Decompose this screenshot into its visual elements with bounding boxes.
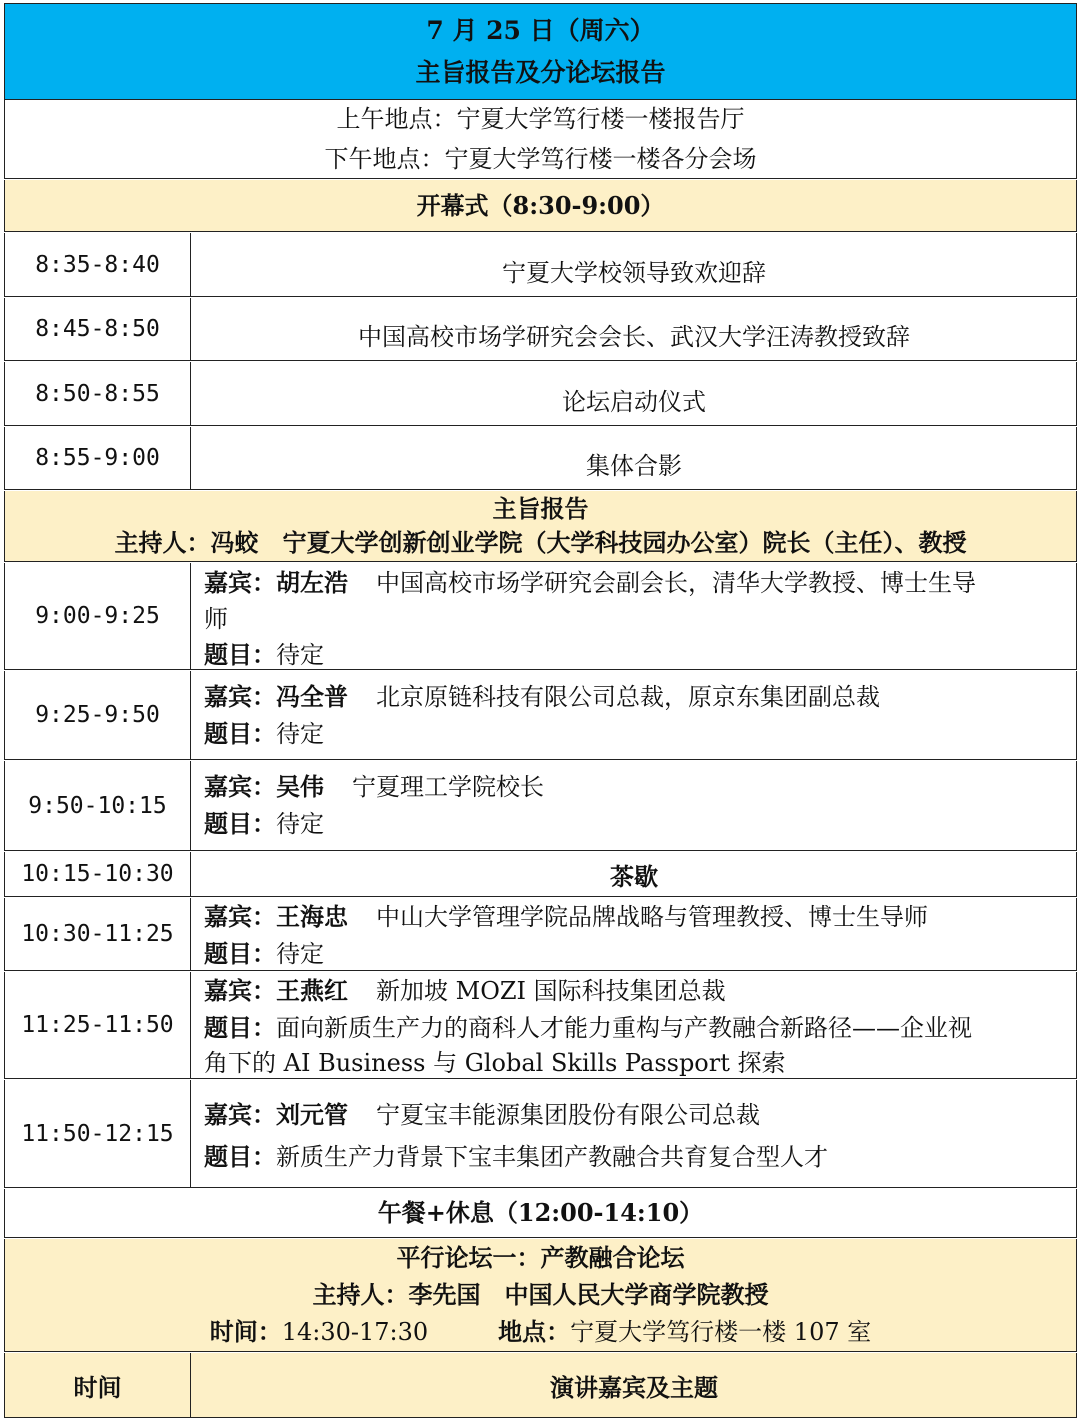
- time-cell: 9:25-9:50: [5, 671, 191, 759]
- content-cell: 宁夏大学校领导致欢迎辞: [502, 259, 766, 287]
- schedule-row: [4, 427, 1077, 490]
- guest-desc: 中国高校市场学研究会副会长，清华大学教授、博士生导: [376, 569, 976, 597]
- guest-label: 嘉宾：: [204, 976, 276, 1005]
- keynote-session: [4, 563, 1077, 670]
- guest-desc: 宁夏宝丰能源集团股份有限公司总裁: [376, 1101, 760, 1129]
- guest-name: 王燕红: [276, 976, 348, 1005]
- topic: 新质生产力背景下宝丰集团产教融合共育复合型人才: [276, 1143, 828, 1171]
- guest-desc-cont: 师: [204, 604, 228, 633]
- keynote-title: 主旨报告: [492, 494, 589, 523]
- break-row: [4, 852, 1077, 897]
- time-cell: 8:50-8:55: [5, 362, 191, 425]
- break-label: 茶歇: [610, 861, 658, 891]
- session-content: [192, 761, 1076, 850]
- guest-desc: 宁夏理工学院校长: [352, 773, 544, 801]
- time-cell: 11:25-11:50: [5, 972, 191, 1078]
- schedule-row: [4, 362, 1077, 426]
- forum-time: 14:30-17:30: [281, 1318, 429, 1346]
- lunch-row: [4, 1189, 1077, 1238]
- schedule-row: [4, 298, 1077, 361]
- time-cell: 8:55-9:00: [5, 427, 191, 489]
- guest-name: 胡左浩: [276, 568, 348, 597]
- content-cell: 集体合影: [586, 452, 682, 480]
- day-header: [4, 3, 1077, 100]
- guest-desc: 新加坡 MOZI 国际科技集团总裁: [376, 977, 726, 1005]
- day-subtitle: 主旨报告及分论坛报告: [415, 57, 666, 87]
- time-cell: 8:45-8:50: [5, 298, 191, 360]
- keynote-session: [4, 972, 1077, 1079]
- lunch-label: 午餐+休息（12:00-14:10）: [377, 1198, 704, 1227]
- topic-label: 题目：: [204, 808, 276, 838]
- forum-title: 平行论坛一：产教融合论坛: [396, 1243, 685, 1272]
- session-content: [192, 671, 1076, 759]
- keynote-header: [4, 491, 1077, 562]
- opening-title: 开幕式（8:30-9:00）: [416, 190, 665, 220]
- topic: 面向新质生产力的商科人才能力重构与产教融合新路径——企业视: [276, 1013, 972, 1042]
- topic: 待定: [276, 939, 324, 968]
- session-content: [192, 563, 1076, 669]
- time-cell: 10:15-10:30: [5, 852, 191, 896]
- session-content: [192, 898, 1076, 970]
- keynote-session: [4, 898, 1077, 971]
- time-cell: 10:30-11:25: [5, 898, 191, 970]
- time-cell: 8:35-8:40: [5, 233, 191, 296]
- venue-row: [4, 100, 1077, 179]
- guest-name: 冯全普: [276, 682, 348, 711]
- break-cell: [192, 852, 1076, 896]
- date-title: 7 月 25 日（周六）: [426, 15, 655, 45]
- topic-label: 题目：: [204, 1012, 276, 1042]
- topic: 待定: [276, 719, 324, 748]
- content-cell: 中国高校市场学研究会会长、武汉大学汪涛教授致辞: [358, 323, 910, 351]
- guest-name: 王海忠: [276, 902, 348, 931]
- forum-header: [4, 1239, 1077, 1352]
- keynote-session: [4, 671, 1077, 760]
- topic-label: 题目：: [204, 718, 276, 748]
- guest-name: 刘元管: [276, 1100, 348, 1129]
- forum-host: 主持人：李先国 中国人民大学商学院教授: [312, 1280, 769, 1309]
- guest-label: 嘉宾：: [204, 902, 276, 931]
- opening-header: [4, 180, 1077, 232]
- forum-time-place: [210, 1313, 872, 1351]
- time-cell: 9:50-10:15: [5, 761, 191, 850]
- keynote-host: [115, 526, 967, 560]
- guest-desc: 北京原链科技有限公司总裁，原京东集团副总裁: [376, 683, 880, 711]
- col-time-header: 时间: [5, 1353, 191, 1417]
- col-content-label: 演讲嘉宾及主题: [550, 1372, 718, 1402]
- forum-place: 宁夏大学笃行楼一楼 107 室: [570, 1318, 872, 1346]
- host-name: 冯蛟 宁夏大学创新创业学院（大学科技园办公室）院长（主任）、教授: [210, 528, 967, 557]
- col-content-header: [192, 1353, 1076, 1417]
- topic-label: 题目：: [204, 640, 276, 669]
- keynote-session: [4, 761, 1077, 851]
- schedule-row: [4, 233, 1077, 297]
- guest-label: 嘉宾：: [204, 568, 276, 597]
- content-cell: 论坛启动仪式: [562, 388, 706, 416]
- session-content: [192, 972, 1076, 1078]
- guest-desc: 中山大学管理学院品牌战略与管理教授、博士生导师: [376, 903, 928, 931]
- topic-label: 题目：: [204, 1142, 276, 1171]
- morning-venue: 上午地点：宁夏大学笃行楼一楼报告厅: [336, 105, 745, 133]
- topic: 待定: [276, 809, 324, 838]
- topic-cont: 角下的 AI Business 与 Global Skills Passport 探索: [204, 1049, 786, 1077]
- session-content: [192, 1080, 1076, 1187]
- forum-column-header: [4, 1353, 1077, 1418]
- guest-label: 嘉宾：: [204, 1100, 276, 1129]
- topic-label: 题目：: [204, 938, 276, 968]
- topic: 待定: [276, 641, 324, 669]
- time-cell: 11:50-12:15: [5, 1080, 191, 1187]
- host-label: 主持人：: [114, 528, 211, 557]
- keynote-session: [4, 1080, 1077, 1188]
- afternoon-venue: 下午地点：宁夏大学笃行楼一楼各分会场: [324, 145, 757, 173]
- time-cell: 9:00-9:25: [5, 563, 191, 669]
- forum-place-label: 地点：: [498, 1317, 571, 1346]
- guest-label: 嘉宾：: [204, 682, 276, 711]
- guest-label: 嘉宾：: [204, 772, 276, 801]
- forum-time-label: 时间：: [209, 1317, 282, 1346]
- guest-name: 吴伟: [276, 772, 324, 801]
